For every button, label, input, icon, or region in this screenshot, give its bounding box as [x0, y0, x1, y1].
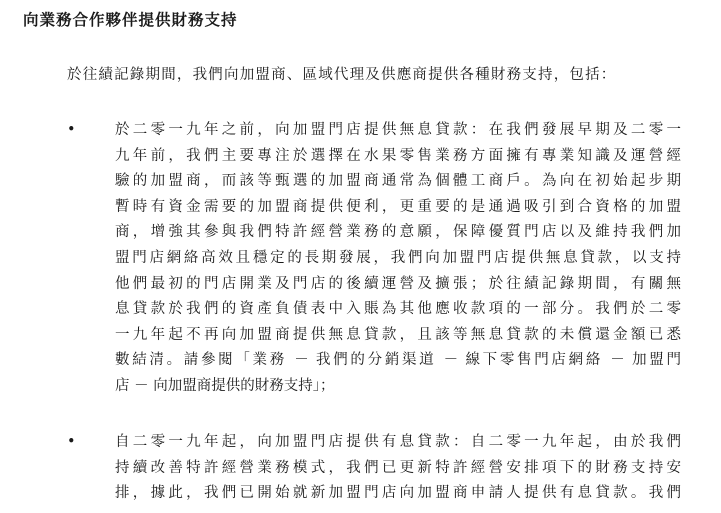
- text-line: 息貸款於我們的資產負債表中入賬為其他應收款項的一部分。我們於二零: [115, 301, 681, 318]
- text-line: 他們最初的門店開業及門店的後續運營及擴張；於往績記錄期間，有關無: [115, 275, 681, 292]
- text-line: 自二零一九年起，向加盟門店提供有息貸款：自二零一九年起，由於我們: [115, 434, 681, 450]
- bullet-marker: •: [67, 122, 76, 138]
- bullet-marker: •: [67, 434, 76, 450]
- text-line: 商，增強其參與我們特許經營業務的意願，保障優質門店以及維持我們加: [115, 224, 681, 241]
- bullet-item-interest-bearing-loans: [115, 430, 681, 507]
- text-line: 於二零一九年之前，向加盟門店提供無息貸款：在我們發展早期及二零一: [115, 122, 681, 138]
- text-line: 店 － 向加盟商提供的財務支持」；: [115, 377, 335, 394]
- text-line: 數結清。請參閱「業務 － 我們的分銷渠道 － 線下零售門店網絡 － 加盟門: [115, 352, 681, 369]
- intro-paragraph: 於往績記錄期間，我們向加盟商、區域代理及供應商提供各種財務支持，包括：: [67, 67, 617, 83]
- text-line: 盟門店網絡高效且穩定的長期發展，我們向加盟門店提供無息貸款，以支持: [115, 249, 681, 266]
- text-line: 排，據此，我們已開始就新加盟門店向加盟商申請人提供有息貸款。我們: [115, 485, 681, 502]
- text-line: 一九年起不再向加盟商提供無息貸款，且該等無息貸款的未償還金額已悉: [115, 326, 681, 343]
- text-line: 持續改善特許經營業務模式，我們已更新特許經營安排項下的財務支持安: [115, 459, 681, 476]
- bullet-item-interest-free-loans: [115, 118, 681, 400]
- section-heading: 向業務合作夥伴提供財務支持: [23, 11, 238, 29]
- text-line: 暫時有資金需要的加盟商提供便利，更重要的是通過吸引到合資格的加盟: [115, 198, 681, 215]
- text-line: 驗的加盟商，而該等甄選的加盟商通常為個體工商戶。為向在初始起步期: [115, 173, 681, 190]
- text-line: 九年前，我們主要專注於選擇在水果零售業務方面擁有專業知識及運營經: [115, 147, 681, 164]
